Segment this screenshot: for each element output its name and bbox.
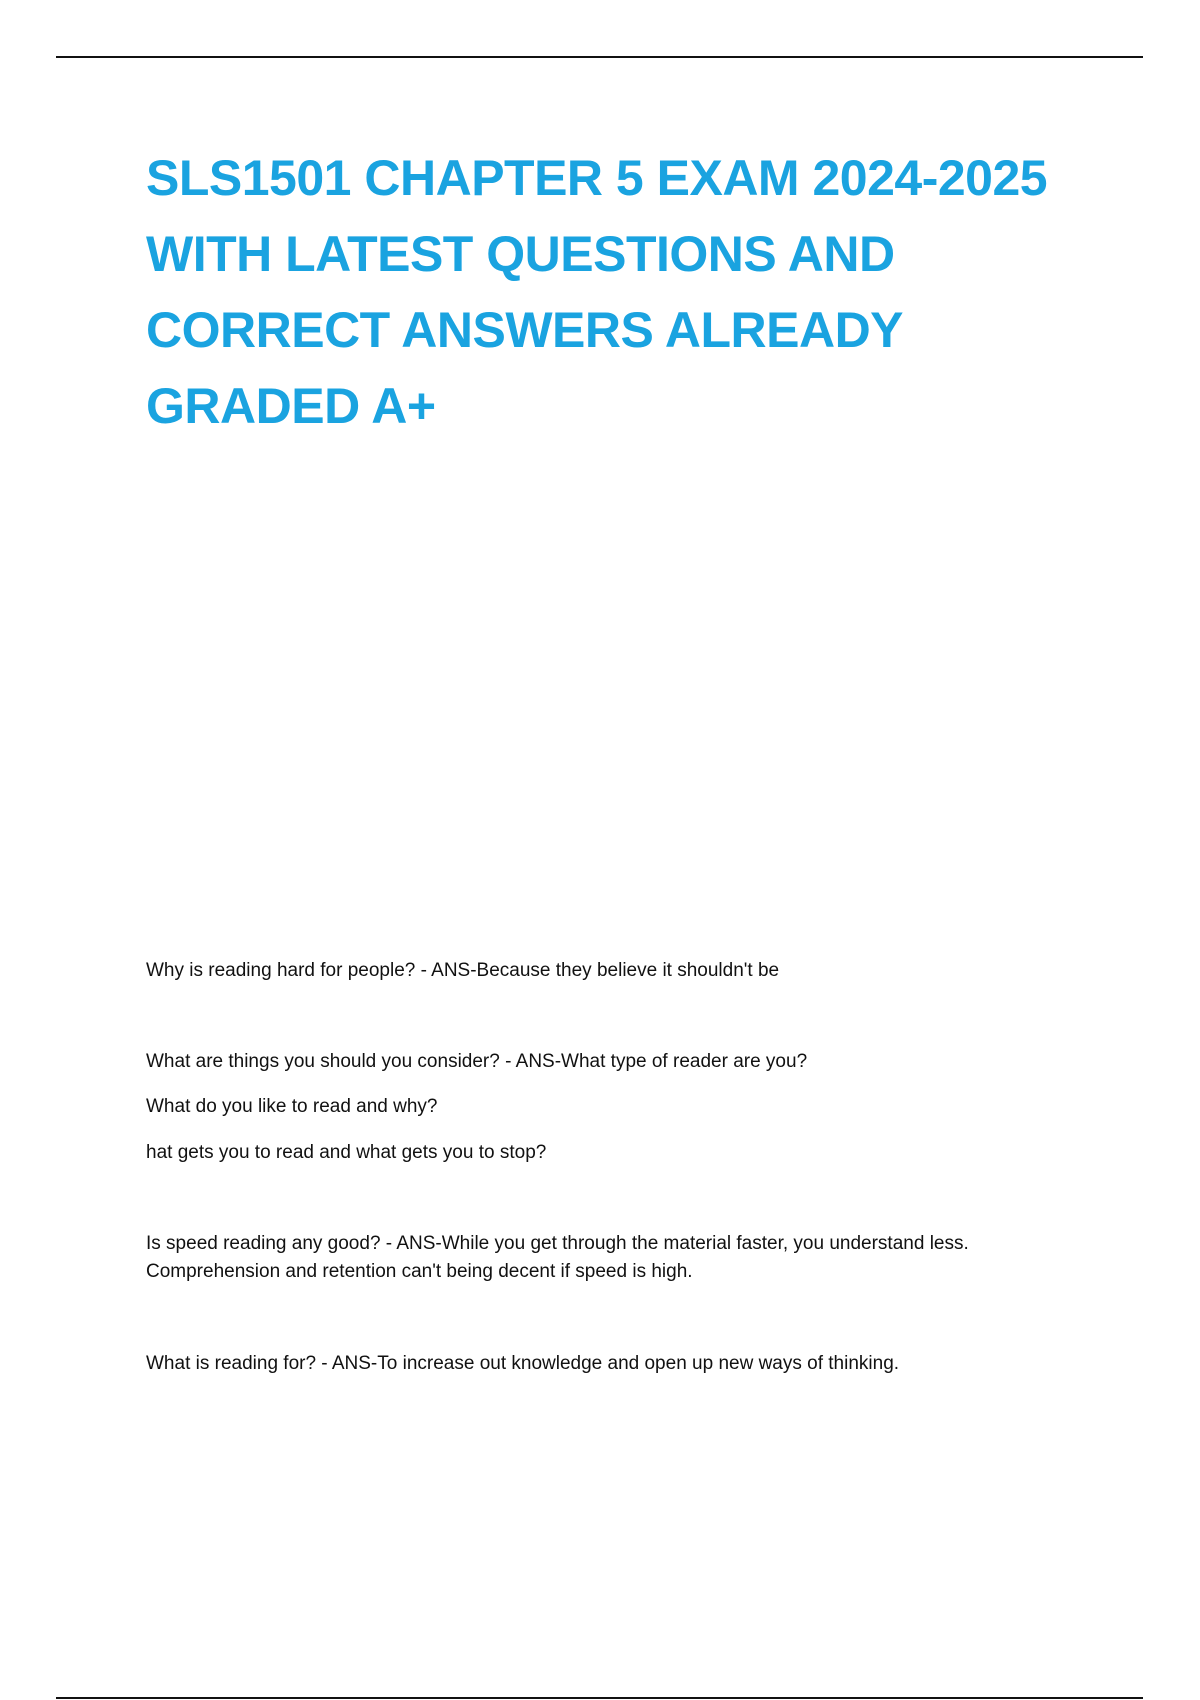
- bottom-rule: [56, 1697, 1143, 1699]
- qa-entry: Why is reading hard for people? - ANS-Because they believe it shouldn't be: [146, 960, 780, 981]
- qa-entry: What is reading for? - ANS-To increase out knowledge and open up new ways of thinking.: [146, 1353, 900, 1374]
- top-rule: [56, 56, 1143, 58]
- qa-entry: Is speed reading any good? - ANS-While you get through the material faster, you understand less. Comprehension and retention can't being decent if speed is high.: [146, 1233, 969, 1282]
- qa-entry-continuation: What do you like to read and why?: [146, 1096, 438, 1117]
- qa-entry: What are things you should you consider? - ANS-What type of reader are you?: [146, 1051, 808, 1072]
- document-title: SLS1501 CHAPTER 5 EXAM 2024-2025 WITH LATEST QUESTIONS AND CORRECT ANSWERS ALREADY GRADED A+: [146, 150, 1048, 434]
- qa-entry-continuation: hat gets you to read and what gets you to stop?: [146, 1142, 547, 1163]
